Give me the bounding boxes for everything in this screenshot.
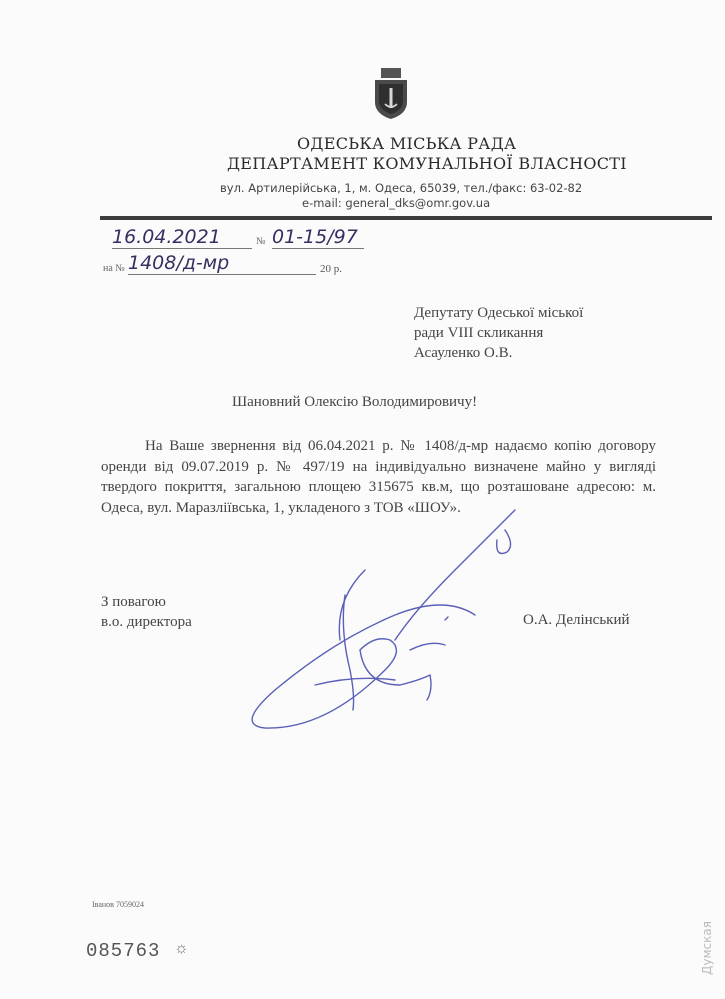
closing: З повагою xyxy=(101,594,166,610)
executor-note: Іванов 7059024 xyxy=(92,900,144,909)
recipient-block xyxy=(414,303,583,363)
sun-mark-icon: ☼ xyxy=(174,940,189,957)
department-name: ДЕПАРТАМЕНТ КОМУНАЛЬНОЇ ВЛАСНОСТІ xyxy=(227,154,627,173)
outgoing-date: 16.04.2021 xyxy=(112,226,252,249)
email: e-mail: general_dks@omr.gov.ua xyxy=(302,196,491,210)
header-rule xyxy=(100,216,712,220)
serial-number: 085763 xyxy=(86,940,161,962)
coat-of-arms-icon xyxy=(373,68,409,120)
council-name: ОДЕСЬКА МІСЬКА РАДА xyxy=(297,134,517,153)
recipient-line: Депутату Одеської міської xyxy=(414,305,584,321)
signer-name: О.А. Делінський xyxy=(523,612,630,628)
handwritten-signature xyxy=(215,500,535,740)
body-paragraph: На Ваше звернення від 06.04.2021 р. № 1408/д-мр надаємо копію договору оренди від 09.07.2019 р. № 497/19 на індивідуально визначене майно у вигляді твердого покриття, загальною площею 315675 кв.м, що розташоване адресою: м. Одеса, вул. Маразліївська, 1, укладеного з ТОВ «ШОУ». xyxy=(101,438,656,516)
in-reply-number: 1408/д-мр xyxy=(128,252,316,275)
year-suffix: 20 р. xyxy=(320,263,342,275)
closing-block xyxy=(101,592,192,632)
address: вул. Артилерійська, 1, м. Одеса, 65039, тел./факс: 63-02-82 xyxy=(220,181,583,195)
in-reply-label: на № xyxy=(103,263,125,274)
recipient-line: Асауленко О.В. xyxy=(414,345,513,361)
signer-position: в.о. директора xyxy=(101,614,192,630)
number-label: № xyxy=(256,236,266,247)
recipient-line: ради VIII скликання xyxy=(414,325,544,341)
greeting: Шановний Олексію Володимировичу! xyxy=(232,394,478,410)
watermark: Думская xyxy=(700,921,714,975)
outgoing-number: 01-15/97 xyxy=(272,226,364,249)
